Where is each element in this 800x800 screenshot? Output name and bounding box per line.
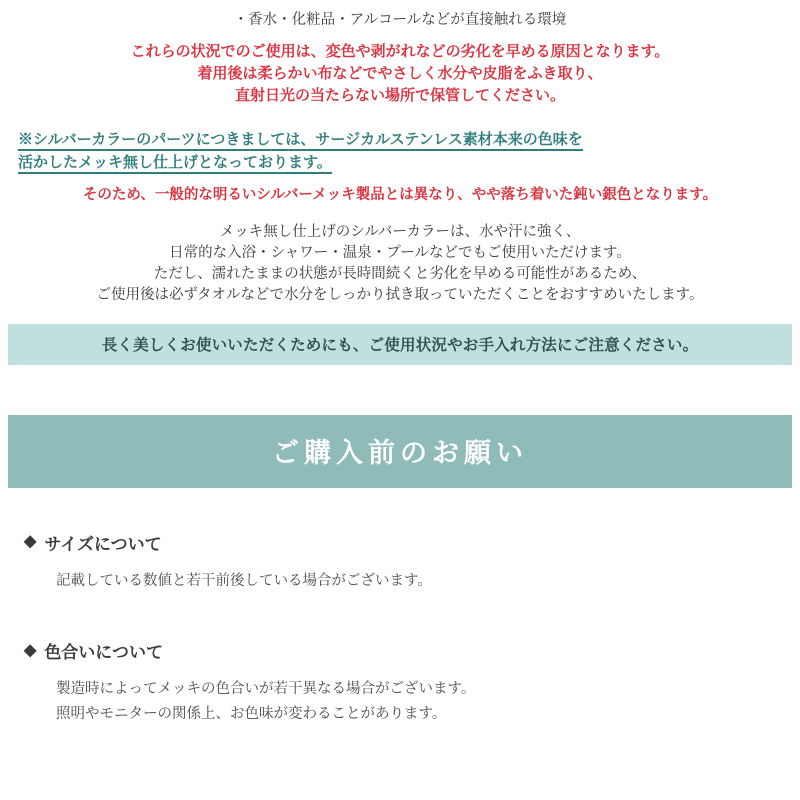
item-body-color bbox=[24, 677, 776, 728]
item-title-label: 色合いについて bbox=[44, 643, 163, 663]
list-item bbox=[24, 638, 776, 728]
silver-note-line-2-wrap bbox=[18, 151, 788, 174]
diamond-bullet-icon: ◆ bbox=[24, 533, 37, 551]
spacer bbox=[12, 206, 788, 222]
spacer bbox=[12, 31, 788, 41]
caution-red-line-3: 直射日光の当たらない場所で保管してください。 bbox=[234, 86, 565, 104]
item-body-line: 記載している数値と若干前後している場合がございます。 bbox=[56, 572, 432, 589]
item-title-label: サイズについて bbox=[44, 534, 162, 554]
care-banner: 長く美しくお使いいただくためにも、ご使用状況やお手入れ方法にご注意ください。 bbox=[8, 324, 792, 365]
spacer bbox=[12, 106, 788, 128]
caution-block bbox=[0, 0, 800, 306]
item-title-size bbox=[24, 530, 776, 555]
care-line-2: 日常的な入浴・シャワー・温泉・プールなどでもご使用いただけます。 bbox=[169, 244, 631, 261]
silver-color-note bbox=[12, 128, 788, 174]
section-heading: ご購入前のお願い bbox=[8, 415, 792, 488]
item-title-color bbox=[24, 638, 776, 663]
silver-note-red-sub: そのため、一般的な明るいシルバーメッキ製品とは異なり、やや落ち着いた鈍い銀色となります。 bbox=[82, 186, 718, 203]
item-body-line: 照明やモニターの関係上、お色味が変わることがあります。 bbox=[56, 706, 447, 723]
care-line-4: ご使用後は必ずタオルなどで水分をしっかり拭き取っていただくことをおすすめいたします。 bbox=[96, 286, 704, 303]
silver-note-line-2: 活かしたメッキ無し仕上げとなっております。 bbox=[18, 154, 332, 174]
item-body-line: 製造時によってメッキの色合いが若干異なる場合がございます。 bbox=[56, 681, 476, 698]
caution-red-line-1: これらの状況でのご使用は、変色や剥がれなどの劣化を早める原因となります。 bbox=[130, 43, 670, 61]
care-line-3: ただし、濡れたままの状態が長時間続くと劣化を早める可能性があるため、 bbox=[153, 265, 647, 282]
silver-note-line-1-wrap bbox=[18, 128, 788, 151]
silver-note-line-1: ※シルバーカラーのパーツにつきましては、サージカルステンレス素材本来の色味を bbox=[18, 131, 583, 151]
spacer bbox=[12, 175, 788, 185]
item-body-size bbox=[24, 569, 776, 594]
list-item bbox=[24, 530, 776, 594]
notice-items bbox=[0, 530, 800, 728]
care-line-1: メッキ無し仕上げのシルバーカラーは、水や汗に強く、 bbox=[219, 223, 581, 240]
diamond-bullet-icon: ◆ bbox=[24, 641, 37, 659]
caution-intro-line: ・香水・化粧品・アルコールなどが直接触れる環境 bbox=[233, 12, 567, 28]
caution-red-line-2: 着用後は柔らかい布などでやさしく水分や皮脂をふき取り、 bbox=[197, 64, 603, 82]
